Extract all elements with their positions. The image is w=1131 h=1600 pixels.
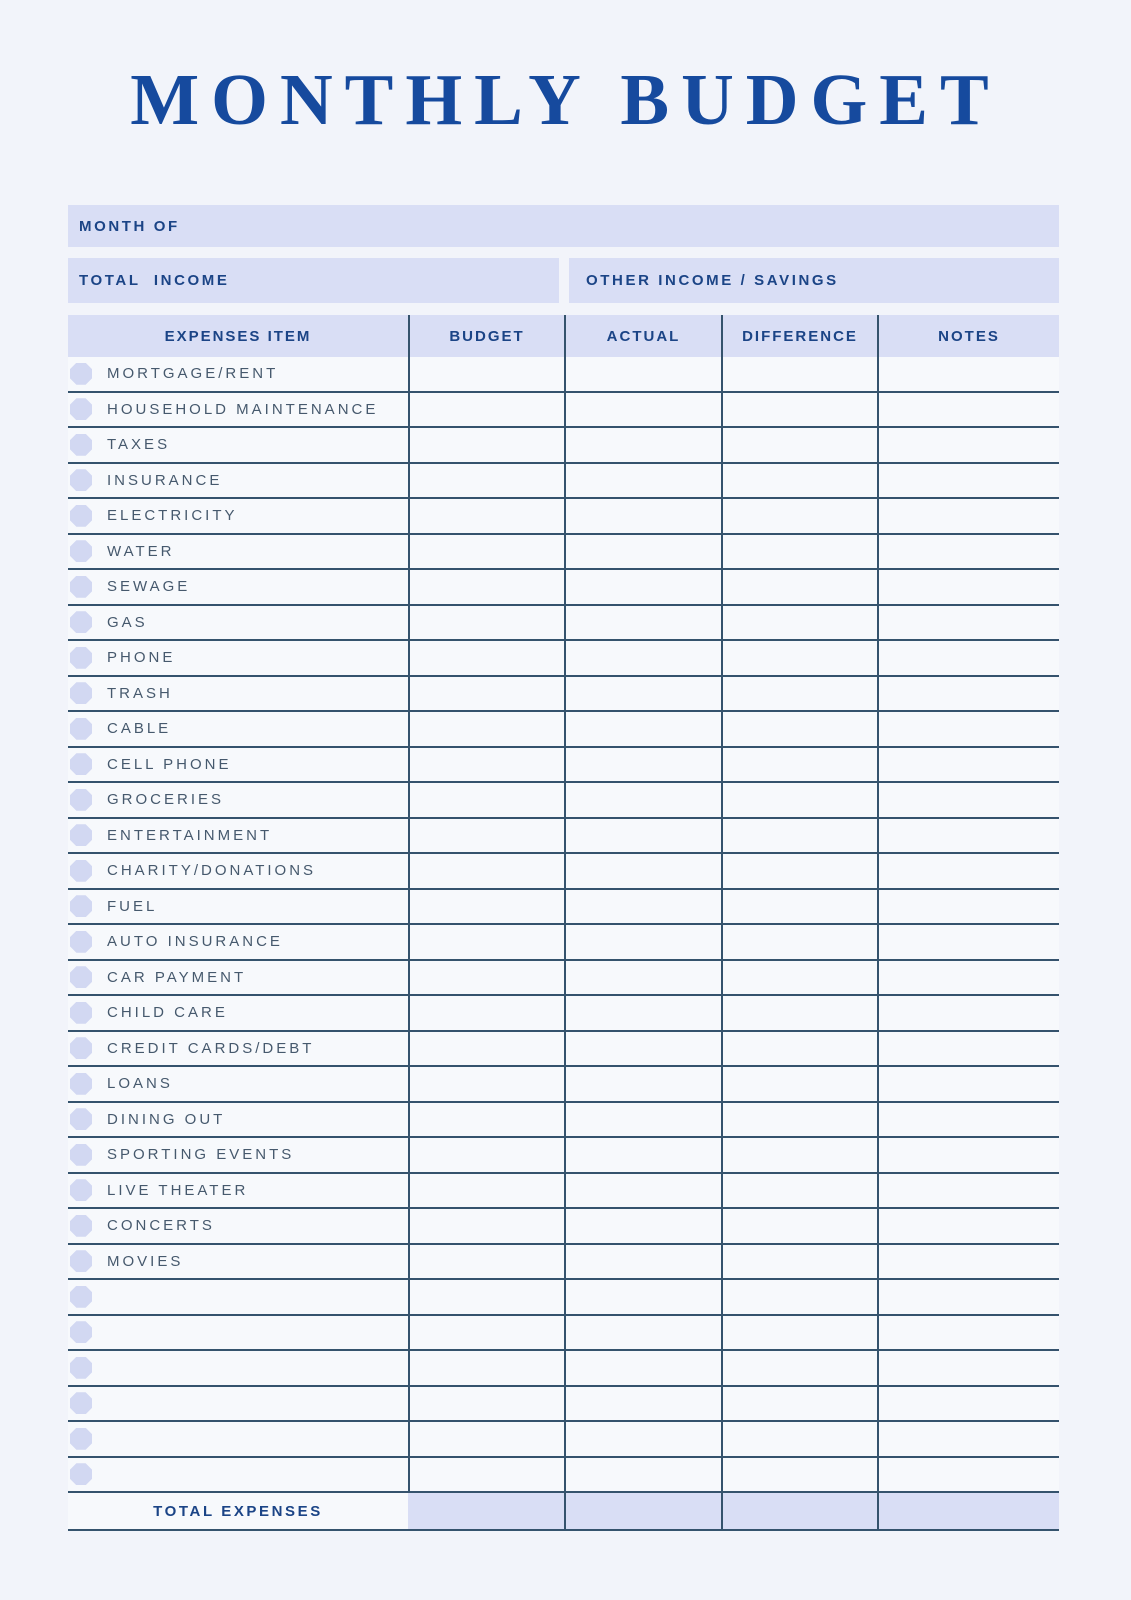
bullet-octagon-icon <box>70 1108 92 1130</box>
bullet-octagon-icon <box>70 718 92 740</box>
table-row <box>68 1351 1059 1387</box>
bullet-octagon-icon <box>70 1002 92 1024</box>
notes-cell[interactable] <box>877 428 1059 462</box>
actual-cell[interactable] <box>564 783 721 817</box>
actual-cell[interactable] <box>564 1458 721 1492</box>
notes-cell[interactable] <box>877 1422 1059 1456</box>
budget-cell[interactable] <box>408 1387 564 1421</box>
expense-item-cell <box>68 1351 408 1385</box>
budget-cell[interactable] <box>408 428 564 462</box>
header-expenses-item: EXPENSES ITEM <box>164 327 312 345</box>
notes-cell[interactable] <box>877 819 1059 853</box>
difference-cell[interactable] <box>721 499 877 533</box>
actual-cell[interactable] <box>564 606 721 640</box>
budget-cell[interactable] <box>408 712 564 746</box>
difference-cell[interactable] <box>721 1387 877 1421</box>
bullet-octagon-icon <box>70 1286 92 1308</box>
budget-cell[interactable] <box>408 677 564 711</box>
expense-item-cell <box>68 677 408 711</box>
expense-label: INSURANCE <box>107 471 223 489</box>
expense-item-cell <box>68 712 408 746</box>
actual-cell[interactable] <box>564 499 721 533</box>
notes-cell[interactable] <box>877 1316 1059 1350</box>
table-row <box>68 1209 1059 1245</box>
expense-label: ELECTRICITY <box>107 507 238 525</box>
actual-cell[interactable] <box>564 1351 721 1385</box>
total-expenses-label: TOTAL EXPENSES <box>68 1493 408 1529</box>
header-actual: ACTUAL <box>564 315 721 357</box>
budget-cell[interactable] <box>408 1174 564 1208</box>
actual-cell[interactable] <box>564 1103 721 1137</box>
notes-cell[interactable] <box>877 464 1059 498</box>
table-row <box>68 1138 1059 1174</box>
budget-cell[interactable] <box>408 1245 564 1279</box>
expense-item-cell <box>68 1245 408 1279</box>
difference-cell[interactable] <box>721 428 877 462</box>
expense-item-cell <box>68 854 408 888</box>
bullet-octagon-icon <box>70 1179 92 1201</box>
difference-cell[interactable] <box>721 535 877 569</box>
expense-label: CHILD CARE <box>107 1004 228 1022</box>
expense-item-cell <box>68 1067 408 1101</box>
difference-cell[interactable] <box>721 393 877 427</box>
bullet-octagon-icon <box>70 789 92 811</box>
bullet-octagon-icon <box>70 1463 92 1485</box>
notes-cell[interactable] <box>877 1032 1059 1066</box>
difference-cell[interactable] <box>721 1209 877 1243</box>
expense-item-cell <box>68 570 408 604</box>
notes-cell[interactable] <box>877 1138 1059 1172</box>
table-row <box>68 712 1059 748</box>
expense-item-cell <box>68 1387 408 1421</box>
bullet-octagon-icon <box>70 1073 92 1095</box>
actual-cell[interactable] <box>564 961 721 995</box>
expense-label: GROCERIES <box>107 791 225 809</box>
budget-cell[interactable] <box>408 925 564 959</box>
table-row <box>68 357 1059 393</box>
month-of-label: MONTH OF <box>79 217 180 235</box>
actual-cell[interactable] <box>564 1032 721 1066</box>
budget-cell[interactable] <box>408 357 564 391</box>
actual-cell[interactable] <box>564 357 721 391</box>
bullet-octagon-icon <box>70 931 92 953</box>
expense-label: AUTO INSURANCE <box>107 933 283 951</box>
expense-item-cell <box>68 535 408 569</box>
bullet-octagon-icon <box>70 398 92 420</box>
actual-cell[interactable] <box>564 641 721 675</box>
table-row <box>68 535 1059 571</box>
notes-cell[interactable] <box>877 854 1059 888</box>
total-income-bar[interactable] <box>68 258 559 303</box>
difference-cell[interactable] <box>721 748 877 782</box>
bullet-octagon-icon <box>70 469 92 491</box>
total-income-label: TOTAL INCOME <box>79 272 230 289</box>
actual-cell[interactable] <box>564 570 721 604</box>
expense-item-cell <box>68 606 408 640</box>
budget-cell[interactable] <box>408 1280 564 1314</box>
bullet-octagon-icon <box>70 434 92 456</box>
notes-cell[interactable] <box>877 961 1059 995</box>
difference-cell[interactable] <box>721 1316 877 1350</box>
budget-cell[interactable] <box>408 1209 564 1243</box>
expenses-table <box>68 315 1059 1531</box>
bullet-octagon-icon <box>70 860 92 882</box>
difference-cell[interactable] <box>721 1103 877 1137</box>
expense-item-cell <box>68 1280 408 1314</box>
table-header-row <box>68 315 1059 357</box>
notes-cell[interactable] <box>877 1209 1059 1243</box>
notes-cell[interactable] <box>877 925 1059 959</box>
difference-cell[interactable] <box>721 1138 877 1172</box>
difference-cell[interactable] <box>721 1280 877 1314</box>
expense-item-cell <box>68 1174 408 1208</box>
expense-item-cell <box>68 357 408 391</box>
actual-cell[interactable] <box>564 996 721 1030</box>
budget-cell[interactable] <box>408 854 564 888</box>
budget-cell[interactable] <box>408 1351 564 1385</box>
expense-item-cell <box>68 996 408 1030</box>
actual-cell[interactable] <box>564 890 721 924</box>
table-row <box>68 890 1059 926</box>
other-income-savings-label: OTHER INCOME / SAVINGS <box>586 272 839 289</box>
expense-item-cell <box>68 393 408 427</box>
difference-cell[interactable] <box>721 606 877 640</box>
table-row <box>68 1245 1059 1281</box>
expense-label: MORTGAGE/RENT <box>107 365 279 383</box>
difference-cell[interactable] <box>721 1174 877 1208</box>
total-budget-cell[interactable] <box>408 1493 564 1529</box>
notes-cell[interactable] <box>877 677 1059 711</box>
difference-cell[interactable] <box>721 890 877 924</box>
total-actual-cell[interactable] <box>564 1493 721 1529</box>
expense-item-cell <box>68 1458 408 1492</box>
expense-item-cell <box>68 1032 408 1066</box>
table-row <box>68 1458 1059 1494</box>
table-row <box>68 1387 1059 1423</box>
notes-cell[interactable] <box>877 1387 1059 1421</box>
actual-cell[interactable] <box>564 1422 721 1456</box>
difference-cell[interactable] <box>721 961 877 995</box>
actual-cell[interactable] <box>564 1174 721 1208</box>
bullet-octagon-icon <box>70 647 92 669</box>
table-row <box>68 570 1059 606</box>
notes-cell[interactable] <box>877 499 1059 533</box>
bullet-octagon-icon <box>70 682 92 704</box>
header-budget: BUDGET <box>408 315 564 357</box>
actual-cell[interactable] <box>564 535 721 569</box>
bullet-octagon-icon <box>70 576 92 598</box>
expense-item-cell <box>68 1103 408 1137</box>
notes-cell[interactable] <box>877 570 1059 604</box>
bullet-octagon-icon <box>70 1428 92 1450</box>
actual-cell[interactable] <box>564 1245 721 1279</box>
notes-cell[interactable] <box>877 890 1059 924</box>
budget-cell[interactable] <box>408 1067 564 1101</box>
actual-cell[interactable] <box>564 925 721 959</box>
table-row <box>68 1174 1059 1210</box>
bullet-octagon-icon <box>70 505 92 527</box>
expense-label: MOVIES <box>107 1252 184 1270</box>
difference-cell[interactable] <box>721 1245 877 1279</box>
budget-cell[interactable] <box>408 961 564 995</box>
expense-label: SEWAGE <box>107 578 191 596</box>
difference-cell[interactable] <box>721 677 877 711</box>
expense-label: CELL PHONE <box>107 755 232 773</box>
expense-label: CABLE <box>107 720 172 738</box>
notes-cell[interactable] <box>877 641 1059 675</box>
difference-cell[interactable] <box>721 464 877 498</box>
month-of-bar[interactable] <box>68 205 1059 247</box>
difference-cell[interactable] <box>721 570 877 604</box>
table-row <box>68 464 1059 500</box>
expense-label: DINING OUT <box>107 1110 226 1128</box>
notes-cell[interactable] <box>877 1351 1059 1385</box>
budget-cell[interactable] <box>408 535 564 569</box>
table-row <box>68 1316 1059 1352</box>
difference-cell[interactable] <box>721 641 877 675</box>
expense-label: GAS <box>107 613 148 631</box>
budget-cell[interactable] <box>408 1422 564 1456</box>
table-row <box>68 961 1059 997</box>
expense-label: CAR PAYMENT <box>107 968 247 986</box>
table-row <box>68 393 1059 429</box>
difference-cell[interactable] <box>721 996 877 1030</box>
difference-cell[interactable] <box>721 1422 877 1456</box>
actual-cell[interactable] <box>564 854 721 888</box>
expense-item-cell <box>68 890 408 924</box>
expense-label: CREDIT CARDS/DEBT <box>107 1039 315 1057</box>
difference-cell[interactable] <box>721 1067 877 1101</box>
expense-item-cell <box>68 748 408 782</box>
table-row <box>68 1032 1059 1068</box>
table-row <box>68 499 1059 535</box>
notes-cell[interactable] <box>877 712 1059 746</box>
notes-cell[interactable] <box>877 1280 1059 1314</box>
table-row <box>68 996 1059 1032</box>
notes-cell[interactable] <box>877 748 1059 782</box>
actual-cell[interactable] <box>564 428 721 462</box>
actual-cell[interactable] <box>564 1067 721 1101</box>
bullet-octagon-icon <box>70 895 92 917</box>
budget-cell[interactable] <box>408 570 564 604</box>
budget-cell[interactable] <box>408 819 564 853</box>
expense-item-cell <box>68 925 408 959</box>
expense-label: FUEL <box>107 897 158 915</box>
budget-cell[interactable] <box>408 1103 564 1137</box>
budget-cell[interactable] <box>408 1458 564 1492</box>
header-difference: DIFFERENCE <box>721 315 877 357</box>
table-row <box>68 428 1059 464</box>
expense-item-cell <box>68 641 408 675</box>
budget-cell[interactable] <box>408 748 564 782</box>
difference-cell[interactable] <box>721 819 877 853</box>
table-row <box>68 783 1059 819</box>
bullet-octagon-icon <box>70 1037 92 1059</box>
actual-cell[interactable] <box>564 1316 721 1350</box>
difference-cell[interactable] <box>721 712 877 746</box>
bullet-octagon-icon <box>70 1215 92 1237</box>
expense-item-cell <box>68 783 408 817</box>
expense-item-cell <box>68 1316 408 1350</box>
table-row <box>68 677 1059 713</box>
table-row <box>68 641 1059 677</box>
notes-cell[interactable] <box>877 996 1059 1030</box>
expense-label: LIVE THEATER <box>107 1181 249 1199</box>
expense-item-cell <box>68 428 408 462</box>
expense-item-cell <box>68 464 408 498</box>
expense-label: PHONE <box>107 649 176 667</box>
expense-label: ENTERTAINMENT <box>107 826 273 844</box>
budget-cell[interactable] <box>408 641 564 675</box>
budget-cell[interactable] <box>408 464 564 498</box>
notes-cell[interactable] <box>877 606 1059 640</box>
bullet-octagon-icon <box>70 540 92 562</box>
table-row <box>68 1422 1059 1458</box>
difference-cell[interactable] <box>721 783 877 817</box>
budget-cell[interactable] <box>408 393 564 427</box>
other-income-savings-bar[interactable] <box>569 258 1059 303</box>
total-notes-cell[interactable] <box>877 1493 1059 1529</box>
expense-label: LOANS <box>107 1075 173 1093</box>
expense-label: CHARITY/DONATIONS <box>107 862 317 880</box>
table-row <box>68 819 1059 855</box>
budget-cell[interactable] <box>408 783 564 817</box>
bullet-octagon-icon <box>70 1250 92 1272</box>
expense-label: CONCERTS <box>107 1217 215 1235</box>
budget-cell[interactable] <box>408 890 564 924</box>
notes-cell[interactable] <box>877 1174 1059 1208</box>
actual-cell[interactable] <box>564 1280 721 1314</box>
expense-item-cell <box>68 1422 408 1456</box>
bullet-octagon-icon <box>70 753 92 775</box>
page-title: MONTHLY BUDGET <box>130 59 1001 140</box>
header-notes: NOTES <box>877 315 1059 357</box>
bullet-octagon-icon <box>70 611 92 633</box>
notes-cell[interactable] <box>877 1103 1059 1137</box>
difference-cell[interactable] <box>721 1351 877 1385</box>
bullet-octagon-icon <box>70 966 92 988</box>
notes-cell[interactable] <box>877 1458 1059 1492</box>
actual-cell[interactable] <box>564 819 721 853</box>
expense-label: WATER <box>107 542 175 560</box>
table-row <box>68 1103 1059 1139</box>
actual-cell[interactable] <box>564 1138 721 1172</box>
budget-cell[interactable] <box>408 499 564 533</box>
actual-cell[interactable] <box>564 1209 721 1243</box>
budget-cell[interactable] <box>408 1138 564 1172</box>
budget-cell[interactable] <box>408 996 564 1030</box>
table-body <box>68 357 1059 1493</box>
actual-cell[interactable] <box>564 393 721 427</box>
difference-cell[interactable] <box>721 925 877 959</box>
budget-cell[interactable] <box>408 606 564 640</box>
table-row <box>68 748 1059 784</box>
table-row <box>68 854 1059 890</box>
table-row <box>68 606 1059 642</box>
actual-cell[interactable] <box>564 677 721 711</box>
difference-cell[interactable] <box>721 1458 877 1492</box>
difference-cell[interactable] <box>721 357 877 391</box>
bullet-octagon-icon <box>70 1392 92 1414</box>
bullet-octagon-icon <box>70 824 92 846</box>
notes-cell[interactable] <box>877 535 1059 569</box>
bullet-octagon-icon <box>70 1321 92 1343</box>
expense-item-cell <box>68 961 408 995</box>
bullet-octagon-icon <box>70 1144 92 1166</box>
expense-item-cell <box>68 1209 408 1243</box>
notes-cell[interactable] <box>877 783 1059 817</box>
table-row <box>68 1067 1059 1103</box>
actual-cell[interactable] <box>564 1387 721 1421</box>
bullet-octagon-icon <box>70 363 92 385</box>
bullet-octagon-icon <box>70 1357 92 1379</box>
notes-cell[interactable] <box>877 1067 1059 1101</box>
budget-cell[interactable] <box>408 1032 564 1066</box>
actual-cell[interactable] <box>564 464 721 498</box>
difference-cell[interactable] <box>721 854 877 888</box>
expense-item-cell <box>68 1138 408 1172</box>
expense-item-cell <box>68 499 408 533</box>
actual-cell[interactable] <box>564 748 721 782</box>
difference-cell[interactable] <box>721 1032 877 1066</box>
expense-label: SPORTING EVENTS <box>107 1146 295 1164</box>
notes-cell[interactable] <box>877 393 1059 427</box>
total-difference-cell[interactable] <box>721 1493 877 1529</box>
total-expenses-row <box>68 1493 1059 1531</box>
expense-label: TRASH <box>107 684 173 702</box>
table-row <box>68 925 1059 961</box>
table-row <box>68 1280 1059 1316</box>
notes-cell[interactable] <box>877 1245 1059 1279</box>
expense-label: HOUSEHOLD MAINTENANCE <box>107 400 379 418</box>
expense-item-cell <box>68 819 408 853</box>
budget-cell[interactable] <box>408 1316 564 1350</box>
notes-cell[interactable] <box>877 357 1059 391</box>
expense-label: TAXES <box>107 436 171 454</box>
actual-cell[interactable] <box>564 712 721 746</box>
